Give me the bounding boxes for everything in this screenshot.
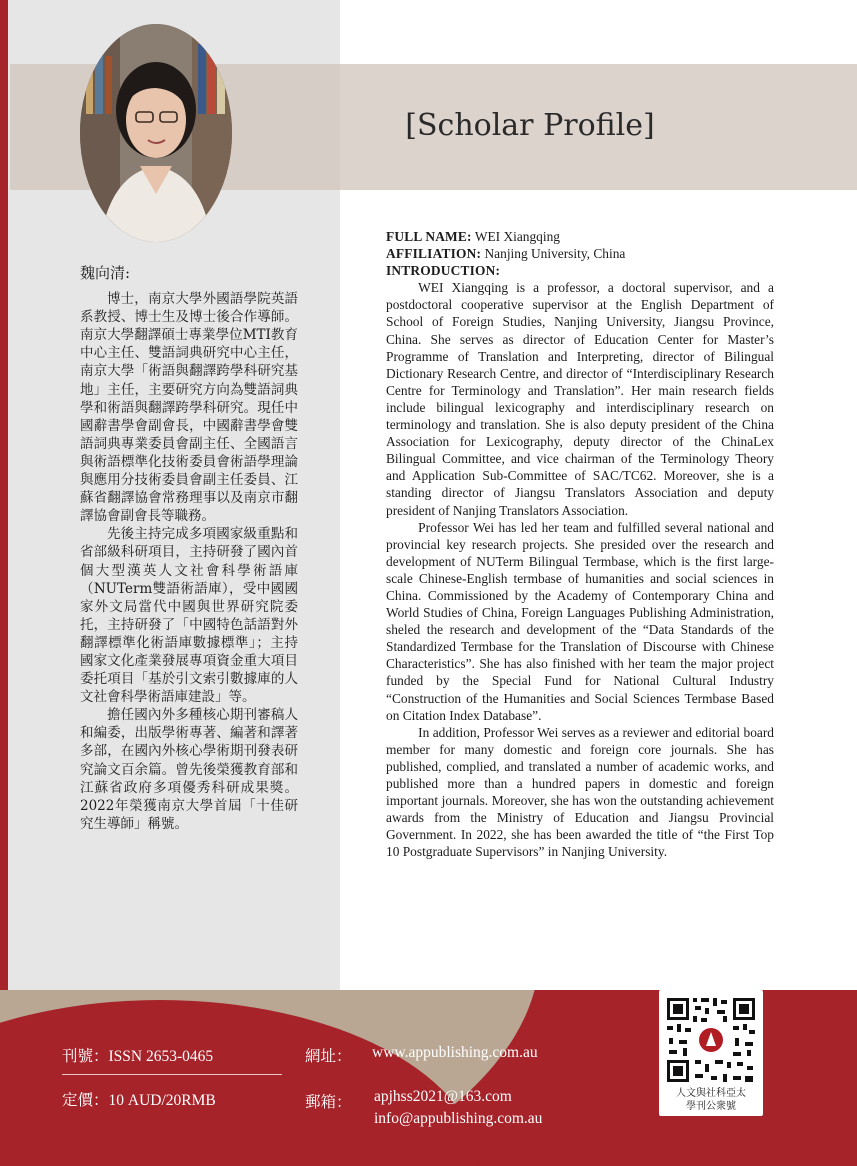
price-row bbox=[62, 1088, 216, 1110]
english-paragraph: In addition, Professor Wei serves as a reviewer and editorial board member for many domestic and foreign core journals. She has published, complied, and translated a number of academic works, and published more than a hundred papers in domestic and foreign important journals. Moreover, she has won the outstanding achievement awards from the Ministry of Education and Jiangsu Provincial Government. In 2022, she has been awarded the title of “the First Top 10 Postgraduate Supervisors” in Nanjing University. bbox=[386, 724, 774, 860]
chinese-paragraph: 先後主持完成多項國家級重點和省部級科研項目，主持研發了國內首個大型漢英人文社會科學術語庫（NUTerm雙語術語庫），受中國國家外文局當代中國與世界研究院委托，主持研發了「中國特色話語對外翻譯標準化術語庫數據標準」；主持國家文化產業發展專項資金重大項目委托項目「基於引文索引數據庫的人文社會科學術語庫建設」等。 bbox=[80, 526, 298, 706]
issn-label: 刊號： bbox=[62, 1047, 109, 1065]
english-bio bbox=[386, 228, 774, 860]
footer bbox=[0, 990, 857, 1166]
issn-value: ISSN 2653-0465 bbox=[108, 1048, 214, 1065]
full-name-label: FULL NAME: bbox=[386, 229, 472, 244]
email-link-2[interactable]: info@appublishing.com.au bbox=[374, 1110, 543, 1127]
full-name-value: WEI Xiangqing bbox=[474, 229, 560, 244]
full-name-line bbox=[386, 228, 774, 245]
price-value: 10 AUD/20RMB bbox=[108, 1092, 216, 1109]
qr-code-icon bbox=[659, 990, 763, 1086]
affiliation-line bbox=[386, 245, 774, 262]
website-label: 網址： bbox=[305, 1047, 352, 1065]
affiliation-label: AFFILIATION: bbox=[386, 246, 482, 262]
chinese-name: 魏向清: bbox=[80, 264, 131, 282]
affiliation-value: Nanjing University, China bbox=[484, 246, 626, 262]
english-paragraph: Professor Wei has led her team and fulfilled several national and provincial key research projects. She presided over the research and development of NUTerm Bilingual Termbase, which is the first large-scale Chinese-English termbase of humanities and social sciences in China. Commissioned by the Academy of Contemporary China and World Studies of China, Foreign Languages Publishing Administration, sheled the research and development of the “Data Standards of the Standardized Termbase for the Translation of Discourse with Chinese Characteristics”. She has also finished with her team the major project funded by the Special Fund for National Cultural Industry “Construction of the Humanities and Social Sciences Termbase Based on Citation Index Database”. bbox=[386, 519, 774, 723]
footer-divider bbox=[62, 1074, 282, 1075]
introduction-label: INTRODUCTION: bbox=[386, 263, 501, 279]
qr-caption-line-2: 學刊公衆號 bbox=[686, 1101, 736, 1112]
page-title: [Scholar Profile] bbox=[405, 108, 655, 143]
chinese-paragraph: 博士，南京大學外國語學院英語系教授、博士生及博士後合作導師。南京大學翻譯碩士專業學位MTI教育中心主任、雙語詞典研究中心主任，南京大學「術語與翻譯跨學科研究基地」主任，主要研究方向為雙語詞典學和術語與翻譯跨學科研究。現任中國辭書學會副會長，中國辭書學會雙語詞典專業委員會副主任、全國語言與術語標準化技術委員會術語學理論與應用分技術委員會副主任委員、江蘇省翻譯協會常務理事以及南京市翻譯協會副會長等職務。 bbox=[80, 291, 298, 525]
chinese-paragraph: 擔任國內外多種核心期刊審稿人和編委，出版學術專著、編著和譯著多部，在國內外核心學術期刊發表研究論文百余篇。曾先後榮獲教育部和江蘇省政府多項優秀科研成果獎。2022年榮獲南京大學首屆「十佳研究生導師」稱號。 bbox=[80, 707, 298, 832]
email-link-1[interactable]: apjhss2021@163.com bbox=[374, 1088, 512, 1105]
qr-caption bbox=[659, 1087, 763, 1113]
qr-caption-line-1: 人文與社科亞太 bbox=[676, 1088, 746, 1099]
website-link[interactable]: www.appublishing.com.au bbox=[372, 1044, 538, 1061]
email-label: 郵箱： bbox=[305, 1093, 352, 1111]
qr-code-box[interactable] bbox=[659, 990, 763, 1116]
chinese-bio bbox=[80, 264, 298, 833]
portrait-photo bbox=[80, 24, 232, 242]
issn-row bbox=[62, 1044, 213, 1066]
english-paragraph: WEI Xiangqing is a professor, a doctoral supervisor, and a postdoctoral cooperative supervisor at the English Department of School of Foreign Studies, Nanjing University, Jiangsu Province, China. She serves as director of Education Center for Master’s Programme of Translation and Interpreting, director of Bilingual Dictionary Research Centre, and director of “Interdisciplinary Research Centre for Terminology and Translation”. Her main research fields include bilingual lexicography and interdisciplinary research on terminology and translation. She is also deputy president of the China Association for Lexicography, deputy director of the ChinaLex Bilingual Committee, and vice chairman of the Terminology Theory and Application Sub-Committee of SAC/TC62. Moreover, she is a standing director of Jiangsu Translators Association and deputy president of Nanjing Translators Association. bbox=[386, 280, 774, 518]
price-label: 定價： bbox=[62, 1091, 109, 1109]
introduction-line bbox=[386, 262, 774, 279]
